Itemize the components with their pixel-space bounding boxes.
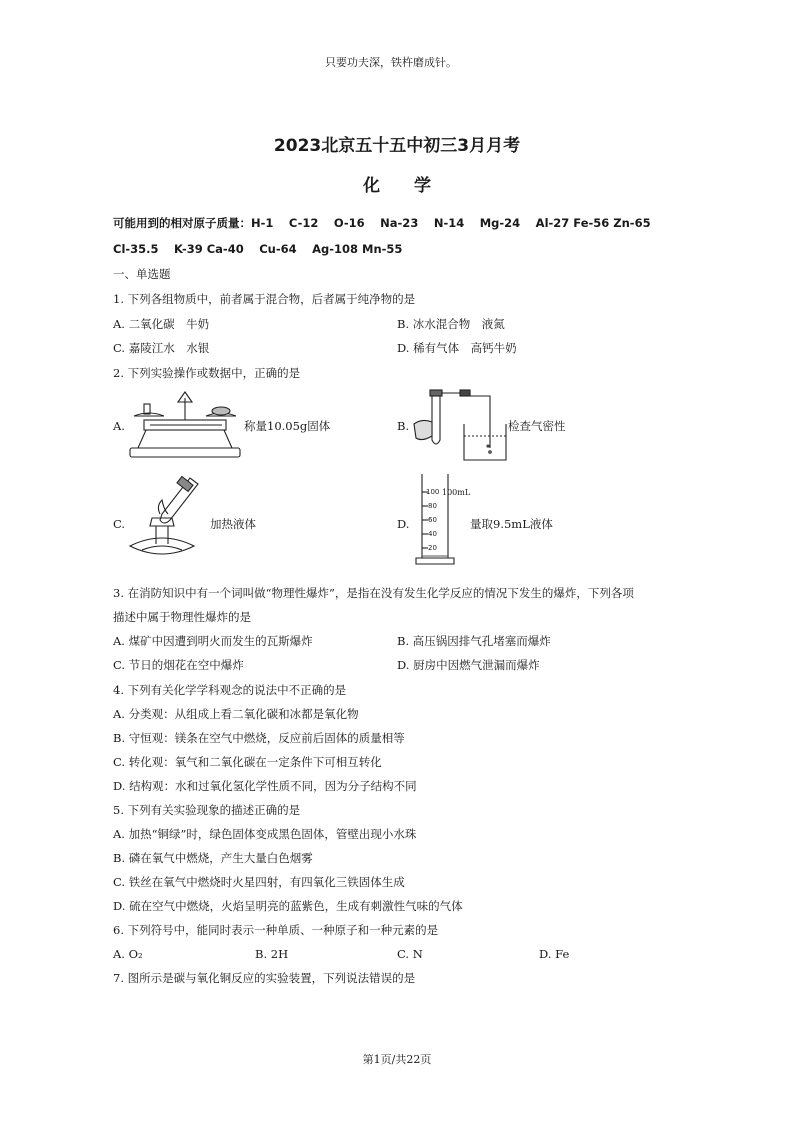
question-stem: 7. 图所示是碳与氧化铜反应的实验装置，下列说法错误的是 bbox=[113, 971, 416, 985]
section-title: 一、单选题 bbox=[113, 267, 171, 281]
option-c: C. N bbox=[397, 947, 423, 961]
option-b: B. 2H bbox=[255, 947, 289, 961]
option-a: A. 加热“铜绿”时，绿色固体变成黑色固体，管壁出现小水珠 bbox=[113, 827, 417, 841]
option-c: C. 转化观：氧气和二氧化碳在一定条件下可相互转化 bbox=[113, 755, 382, 769]
option-c: C. 嘉陵江水 水银 bbox=[113, 341, 210, 355]
cylinder-tick-label: 100 bbox=[426, 488, 440, 496]
option-b-letter: B. bbox=[397, 419, 410, 433]
option-b: B. 磷在氧气中燃烧，产生大量白色烟雾 bbox=[113, 851, 313, 865]
question-stem: 6. 下列符号中，能同时表示一种单质、一种原子和一种元素的是 bbox=[113, 923, 439, 937]
option-d-caption: 量取9.5mL液体 bbox=[470, 517, 553, 531]
option-d: D. 结构观：水和过氧化氢化学性质不同，因为分子结构不同 bbox=[113, 779, 417, 793]
question-stem: 2. 下列实验操作或数据中，正确的是 bbox=[113, 366, 301, 380]
option-b: B. 冰水混合物 液氮 bbox=[397, 317, 505, 331]
question-stem: 5. 下列有关实验现象的描述正确的是 bbox=[113, 803, 301, 817]
page-title: 2023北京五十五中初三3月月考 bbox=[273, 136, 521, 156]
cylinder-tick-label: 40 bbox=[428, 530, 437, 538]
question-stem-cont: 描述中属于物理性爆炸的是 bbox=[113, 610, 251, 624]
option-d: D. 厨房中因燃气泄漏而爆炸 bbox=[397, 658, 540, 672]
option-d: D. 稀有气体 高钙牛奶 bbox=[397, 341, 517, 355]
option-b-caption: 检查气密性 bbox=[508, 419, 566, 433]
option-d: D. Fe bbox=[539, 947, 570, 961]
option-b: B. 守恒观：镁条在空气中燃烧，反应前后固体的质量相等 bbox=[113, 731, 405, 745]
balance-scale-figure bbox=[126, 390, 244, 462]
question-stem: 3. 在消防知识中有一个词叫做“物理性爆炸”，是指在没有发生化学反应的情况下发生的爆炸，下列各项 bbox=[113, 586, 634, 600]
cylinder-tick-label: 20 bbox=[428, 544, 437, 552]
heating-liquid-figure bbox=[122, 470, 206, 566]
atomic-masses-line1: 可能用到的相对原子质量：H-1 C-12 O-16 Na-23 N-14 Mg-24 Al-27 Fe-56 Zn-65 bbox=[113, 216, 651, 230]
header-motto: 只要功夫深，铁杵磨成针。 bbox=[325, 56, 457, 69]
option-a: A. 煤矿中因遭到明火而发生的瓦斯爆炸 bbox=[113, 634, 313, 648]
cylinder-tick-label: 80 bbox=[428, 502, 437, 510]
question-stem: 1. 下列各组物质中，前者属于混合物，后者属于纯净物的是 bbox=[113, 292, 416, 306]
option-c-caption: 加热液体 bbox=[210, 517, 256, 531]
option-a: A. 分类观：从组成上看二氧化碳和冰都是氧化物 bbox=[113, 707, 359, 721]
option-d: D. 硫在空气中燃烧，火焰呈明亮的蓝紫色，生成有刺激性气味的气体 bbox=[113, 899, 463, 913]
question-stem: 4. 下列有关化学学科观念的说法中不正确的是 bbox=[113, 683, 347, 697]
option-c-letter: C. bbox=[113, 517, 126, 531]
option-c: C. 铁丝在氧气中燃烧时火星四射，有四氧化三铁固体生成 bbox=[113, 875, 405, 889]
cylinder-tick-label: 60 bbox=[428, 516, 437, 524]
atomic-masses-line2: Cl-35.5 K-39 Ca-40 Cu-64 Ag-108 Mn-55 bbox=[113, 242, 403, 256]
option-a-letter: A. bbox=[113, 419, 125, 433]
option-c: C. 节日的烟花在空中爆炸 bbox=[113, 658, 244, 672]
option-a-caption: 称量10.05g固体 bbox=[244, 419, 331, 433]
option-b: B. 高压锅因排气孔堵塞而爆炸 bbox=[397, 634, 551, 648]
cylinder-unit-label: 100mL bbox=[442, 488, 471, 497]
airtightness-check-figure bbox=[408, 388, 508, 464]
page-number: 第1页/共22页 bbox=[362, 1053, 432, 1066]
option-d-letter: D. bbox=[397, 517, 410, 531]
option-a: A. O₂ bbox=[113, 947, 143, 961]
option-a: A. 二氧化碳 牛奶 bbox=[113, 317, 210, 331]
subject-title: 化 学 bbox=[363, 176, 431, 196]
